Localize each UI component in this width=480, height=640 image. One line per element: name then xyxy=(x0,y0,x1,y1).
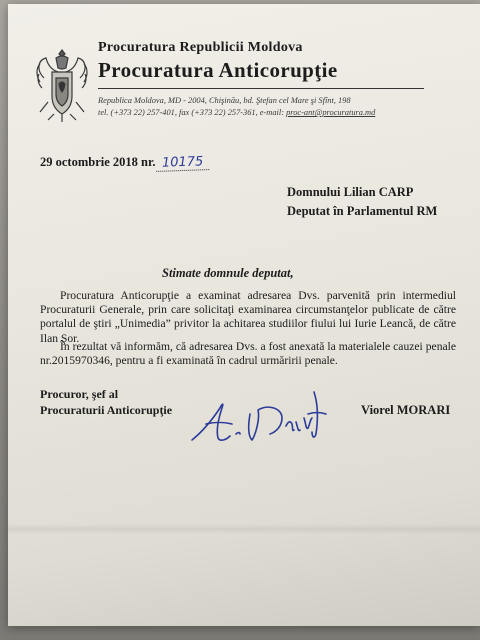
office-name: Procuratura Anticorupţie xyxy=(98,58,338,82)
body-paragraph-1: Procuratura Anticorupţie a examinat adresarea Dvs. parvenită prin intermediul Procuraturii Generale, prin care solicitaţi examinarea circumstanţelor publicate de către portalul de ştiri „Unimedia” privitor la achitarea studiilor fiului lui Iurie Leancă, de către Ilan Şor. xyxy=(40,289,456,345)
signatory-title-line-2: Procuraturii Anticorupţie xyxy=(40,403,173,417)
date-text: 29 octombrie 2018 nr. xyxy=(40,155,156,169)
contact-line xyxy=(98,108,375,117)
letter-page xyxy=(8,4,480,626)
recipient-name: Domnului Lilian CARP xyxy=(287,185,414,199)
moldova-coat-of-arms-icon xyxy=(34,48,90,124)
letter-date xyxy=(40,155,209,171)
recipient-title: Deputat în Parlamentul RM xyxy=(287,204,438,218)
contact-email: proc-ant@procuratura.md xyxy=(286,108,376,117)
signatory-title-line-1: Procuror, şef al xyxy=(40,387,119,401)
signatory-name: Viorel MORARI xyxy=(361,403,451,417)
salutation: Stimate domnule deputat, xyxy=(162,266,294,280)
registration-number: 10175 xyxy=(155,154,209,172)
office-address: Republica Moldova, MD - 2004, Chişinău, bd. Ştefan cel Mare şi Sfînt, 198 xyxy=(98,96,351,105)
institution-name: Procuratura Republicii Moldova xyxy=(98,40,303,55)
body-paragraph-2: În rezultat vă informăm, că adresarea Dvs. a fost anexată la materialele cauzei penale nr.2015970346, pentru a fi examinată în cadrul urmăririi penale. xyxy=(40,340,456,368)
handwritten-signature xyxy=(178,374,338,454)
contact-phone-fax: tel. (+373 22) 257-401, fax (+373 22) 257-361, e-mail: xyxy=(98,108,287,117)
header-divider xyxy=(98,88,424,89)
